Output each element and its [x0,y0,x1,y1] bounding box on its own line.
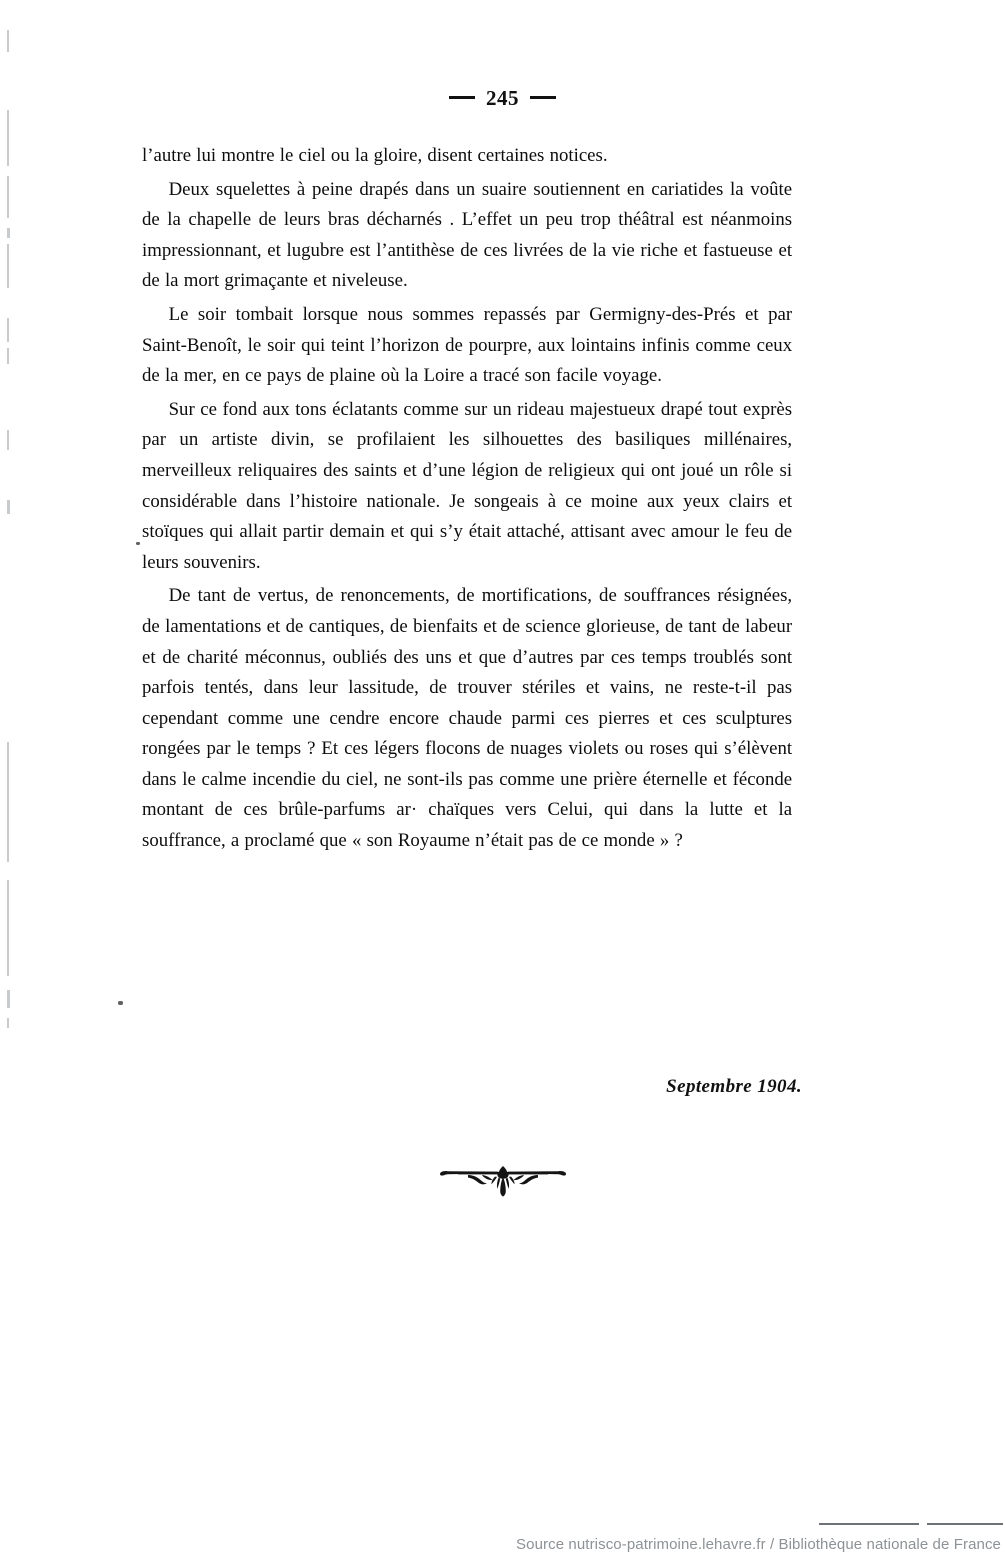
library-footer [0,1506,1005,1566]
page-folio [0,86,1005,111]
paragraph: Sur ce fond aux tons éclatants comme sur un rideau majestueux drapé tout exprès par un artiste divin, se profilaient les silhouettes des basiliques millénaires, merveilleux reliquaires des saints et d’une légion de religieux qui ont joué un rôle si considérable dans l’histoire nationale. Je songeais à ce moine aux yeux clairs et stoïques qui allait partir demain et qui s’y était attaché, attisant avec amour le feu de leurs souvenirs. [142,398,793,573]
folio-rule-right [530,96,556,99]
scan-speck [136,542,140,545]
footer-rule-1 [819,1523,919,1525]
scan-speck [118,1001,123,1005]
paragraph: Le soir tombait lorsque nous sommes repassés par Germigny-des-Prés et par Saint-Benoît, le soir qui teint l’horizon de pourpre, aux lointains infinis comme ceux de la mer, en ce pays de plaine où la Loire a tracé son facile voyage. [142,303,793,387]
paragraph: Deux squelettes à peine drapés dans un suaire soutiennent en cariatides la voûte de la chapelle de leurs bras décharnés . L’effet un peu trop théâtral est néanmoins impressionnant, et lugubre est l’antithèse de ces livrées de la vie riche et fastueuse et de la mort grimaçante et niveleuse. [142,178,793,292]
folio-rule-left [449,96,475,99]
fleuron-divider-icon [0,1152,1005,1198]
source-credit: Source nutrisco-patrimoine.lehavre.fr / Bibliothèque nationale de France [516,1536,1001,1553]
footer-rules [803,1523,1003,1525]
footer-rule-2 [927,1523,1003,1525]
page-number: 245 [486,86,519,110]
paragraph: De tant de vertus, de renoncements, de mortifications, de souffrances résignées, de lamentations et de cantiques, de bienfaits et de science glorieuse, de tant de labeur et de charité méconnus, oubliés des uns et que d’autres par ces temps troublés sont parfois tentés, dans leur lassitude, de trouver stériles et vains, ne reste-t-il pas cependant comme une cendre encore chaude parmi ces pierres et ces sculptures rongées par le temps ? Et ces légers flocons de nuages violets ou roses qui s’élèvent dans le calme incendie du ciel, ne sont-ils pas comme une prière éternelle et féconde montant de ces brûle-parfums ar· chaïques vers Celui, qui dans la lutte et la souffrance, a proclamé que « son Royaume n’était pas de ce monde » ? [142,585,793,852]
paragraph: l’autre lui montre le ciel ou la gloire, disent certaines notices. [142,145,608,166]
body-text-column [142,141,802,857]
scan-edge-artifacts [0,0,26,1566]
date-signature: Septembre 1904. [666,1076,802,1097]
